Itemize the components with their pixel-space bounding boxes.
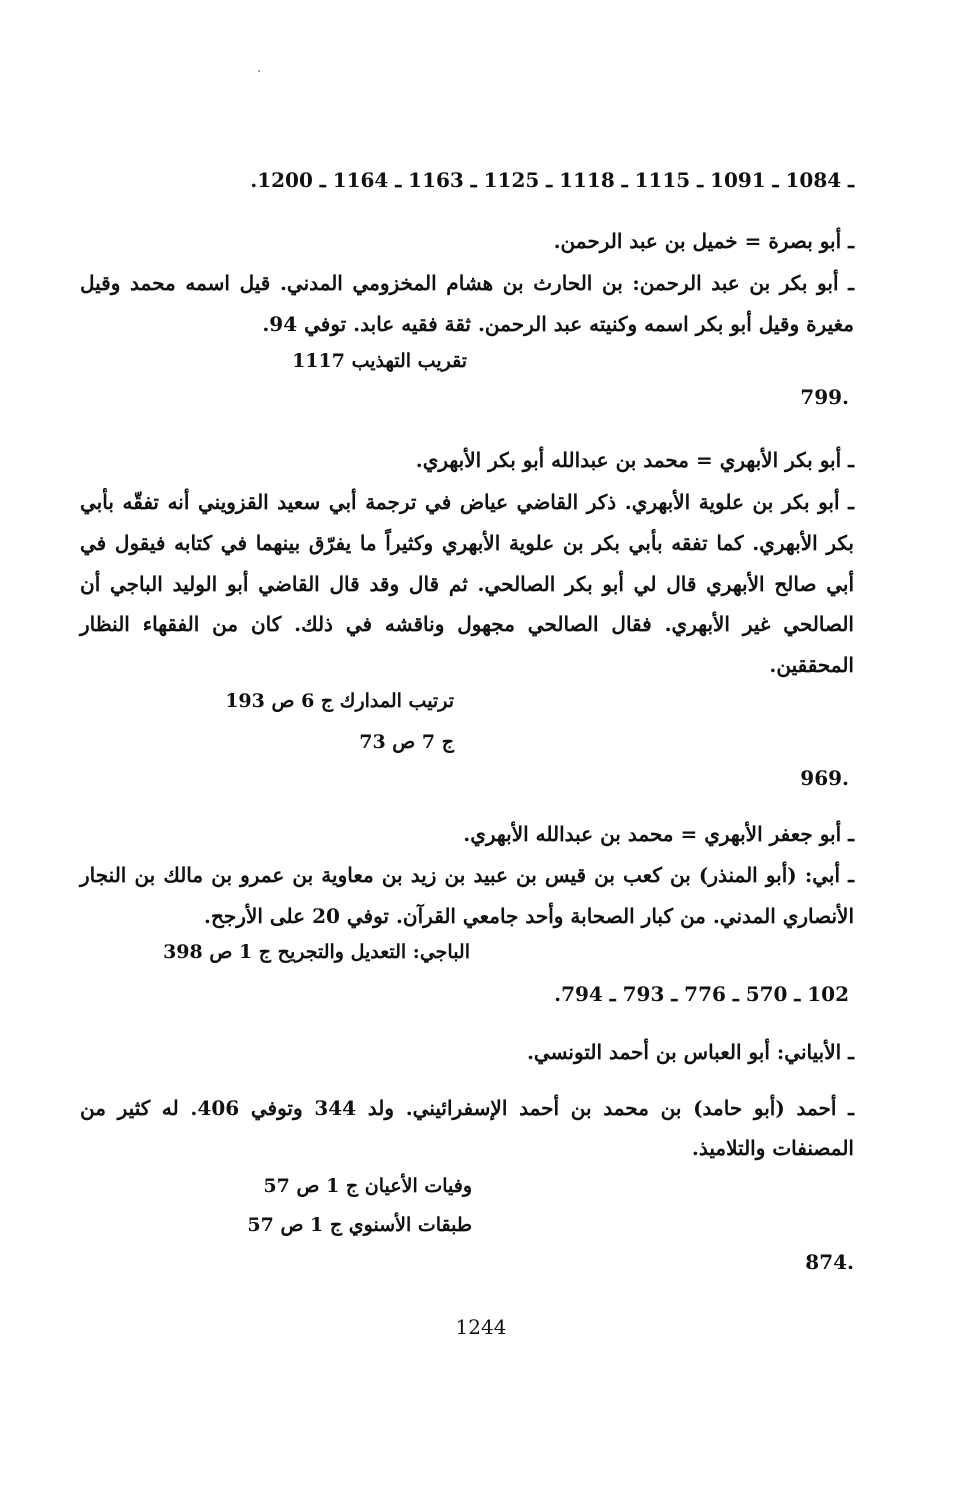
source-reference: ترتيب المدارك ج 6 ص 193 <box>225 690 454 712</box>
entry-ubayy: ـ أبي: (أبو المنذر) بن كعب بن قيس بن عبيد بن زيد بن معاوية بن عمرو بن مالك بن النجار <box>80 863 855 887</box>
source-reference: وفيات الأعيان ج 1 ص 57 <box>263 1175 472 1197</box>
page-reference: 799. <box>800 385 849 409</box>
source-reference: طبقات الأسنوي ج 1 ص 57 <box>247 1214 472 1236</box>
entry-text-line: أبي صالح الأبهري قال لي أبو بكر الصالحي. ثم قال وقد قال القاضي أبو الوليد الباجي أن <box>80 572 854 596</box>
cross-reference-numbers: ـ 1084 ـ 1091 ـ 1115 ـ 1118 ـ 1125 ـ 1163 ـ 1164 ـ 1200. <box>250 168 854 192</box>
entry-ahmad-abu-hamid: ـ أحمد (أبو حامد) بن محمد بن أحمد الإسفرائيني. ولد 344 وتوفي 406. له كثير من <box>80 1096 855 1120</box>
entry-text-line: المصنفات والتلاميذ. <box>691 1136 854 1160</box>
entry-al-abyani: ـ الأبياني: أبو العباس بن أحمد التونسي. <box>526 1040 854 1064</box>
page-number: 1244 <box>455 1315 507 1339</box>
page-reference: 102 ـ 570 ـ 776 ـ 793 ـ 794. <box>554 982 849 1006</box>
entry-text-line: الأنصاري المدني. من كبار الصحابة وأحد جامعي القرآن. توفي 20 على الأرجح. <box>204 904 854 928</box>
entry-text-line: المحققين. <box>769 653 854 677</box>
page-reference: 969. <box>800 766 849 790</box>
entry-abu-bakr-abhari: ـ أبو بكر الأبهري = محمد بن عبدالله أبو بكر الأبهري. <box>415 448 854 472</box>
entry-abu-jafar-abhari: ـ أبو جعفر الأبهري = محمد بن عبدالله الأبهري. <box>463 822 854 846</box>
source-reference: الباجي: التعديل والتجريح ج 1 ص 398 <box>163 941 470 963</box>
entry-text-line: الصالحي غير الأبهري. فقال الصالحي مجهول وناقشه في ذلك. كان من الفقهاء النظار <box>80 612 854 636</box>
source-reference: تقريب التهذيب 1117 <box>292 350 467 372</box>
scan-speck <box>258 70 260 72</box>
entry-text-line: مغيرة وقيل أبو بكر اسمه وكنيته عبد الرحمن. ثقة فقيه عابد. توفي 94. <box>262 312 854 336</box>
entry-text-line: بكر الأبهري. كما تفقه بأبي بكر بن علوية الأبهري وكثيراً ما يفرّق بينهما في كتابه فيقول في <box>80 531 854 555</box>
entry-abu-bakr-abdulrahman: ـ أبو بكر بن عبد الرحمن: بن الحارث بن هشام المخزومي المدني. قيل اسمه محمد وقيل <box>80 271 854 295</box>
source-reference: ج 7 ص 73 <box>359 731 454 753</box>
entry-abu-basra: ـ أبو بصرة = خميل بن عبد الرحمن. <box>553 229 854 253</box>
page-reference: 874. <box>805 1250 854 1274</box>
entry-abu-bakr-ibn-alawiya: ـ أبو بكر بن علوية الأبهري. ذكر القاضي عياض في ترجمة أبي سعيد القزويني أنه تفقّه بأبي <box>80 490 854 514</box>
